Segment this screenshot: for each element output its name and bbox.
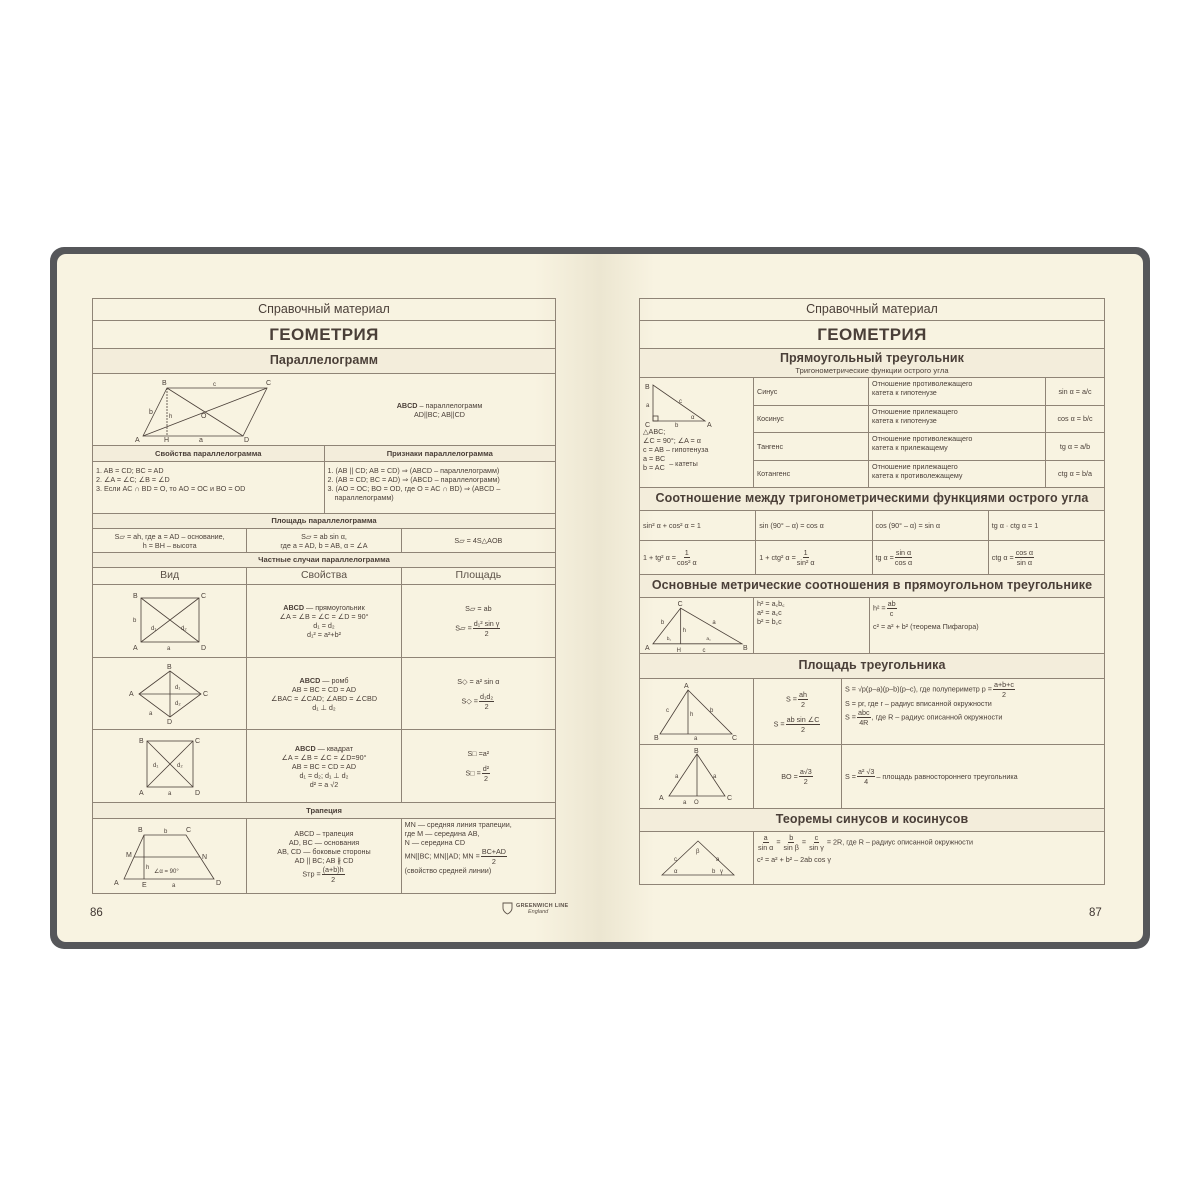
svg-text:h: h [145,865,149,871]
area-formula-3: S▱ = 4S△AOB [454,536,503,545]
svg-text:H: H [163,436,169,444]
svg-text:B: B [166,663,172,671]
svg-text:a: a [198,436,203,444]
equilateral-area: S = $\frac{\text{a² √3}}{4}$ – площадь равностороннего треугольника [845,767,1018,786]
square-area: S□ =a² S□ = $\frac{\text{d²}}{2}$ [465,749,490,783]
svg-text:a: a [712,773,716,780]
square-row [93,730,555,803]
rhombus-row [93,658,555,730]
area-header: Площадь параллелограмма [93,514,555,528]
svg-text:a: a [167,791,171,797]
section-title-metric: Основные метрические соотношения в прямоугольном треугольнике [640,575,1104,597]
svg-text:c: c [702,647,706,652]
col-view: Вид [93,568,247,584]
relation-5: 1 + tg² α = $\frac{1}{\text{cos² α}}$ [640,541,756,574]
trig-formula: sin α = a/c [1058,386,1092,396]
area-triangle-figure [640,679,754,744]
trapezoid-diagram [110,823,230,889]
trig-name: Синус [754,378,869,405]
svg-text:d₂: d₂ [176,763,183,769]
svg-text:C: C [200,593,206,600]
rectangle-area: S▱ = ab S▱ = $\frac{\text{d₁² sin γ}}{2}$ [455,604,500,638]
svg-text:A: A [644,644,650,652]
rhombus-diagram [125,663,215,725]
svg-text:A: A [707,422,712,427]
svg-text:h: h [168,413,172,420]
svg-text:b: b [711,869,715,875]
svg-text:D: D [215,880,221,887]
svg-text:a: a [166,646,170,652]
left-reference-table [92,298,556,894]
trig-desc: Отношение противолежащего катета к гипотенузе [869,378,1046,405]
trapezoid-figure [93,819,247,893]
svg-text:a: a [148,710,152,717]
notebook-spread [50,247,1150,949]
area-formula-2: S▱ = ab sin α, где a = AD, b = AB, α = ∠A [247,529,401,552]
trapezoid-properties: ABCD – трапеция AD, BC — основания AB, CD — боковые стороны AD || BC; AB ∦ CD Sтр = $\frac{(a+b)h}{2}$ [247,819,401,893]
svg-text:C: C [645,422,651,427]
svg-text:d₁: d₁ [150,626,157,632]
parallelogram-figure [93,374,324,445]
relation-3: cos (90° – α) = sin α [873,511,989,540]
trapezoid-midline: MN — средняя линия трапеции, где M — середина AB, N — середина CD MN||BC; MN||AD; MN = $\frac{BC+AD}{2}$ (свойство средней линии) [404,820,512,875]
trig-name: Косинус [754,406,869,433]
section-title-sines-cosines: Теоремы синусов и косинусов [640,809,1104,831]
svg-text:B: B [693,747,699,755]
area-formula-1: S▱ = ah, где a = AD – основание, h = BH – высота [93,529,247,552]
sines-figure [640,832,754,884]
area-formulas-basic: S = $\frac{ah}{2}$ S = $\frac{\text{ab sin ∠C}}{2}$ [754,679,842,744]
section-title-right-triangle: Прямоугольный треугольник Тригонометрические функции острого угла [640,349,1104,377]
sines-theorem: $\frac{a}{\text{sin α}}$ = $\frac{b}{\text{sin β}}$ = $\frac{c}{\text{sin γ}}$ = 2R, где R – радиус описанной окружности c² = a² + b² – 2ab cos γ [757,833,974,864]
props-list: 1. AB = CD; BC = AD 2. ∠A = ∠C; ∠B = ∠D 3. Если AC ∩ BD = O, то AO = OC и BO = OD [93,462,325,513]
square-diagram [125,735,215,797]
col-properties: Свойства [247,568,401,584]
relation-7: tg α = $\frac{\text{sin α}}{\text{cos α}}$ [873,541,989,574]
svg-text:a: a [646,403,650,409]
page-number-right: 87 [1089,907,1102,919]
rhombus-figure [93,658,247,729]
svg-text:C: C [726,794,732,802]
relation-8: ctg α = $\frac{\text{cos α}}{\text{sin α}}$ [991,548,1034,567]
trig-table [754,378,1104,487]
svg-text:h: h [689,711,693,718]
svg-text:E: E [141,882,147,889]
svg-text:A: A [134,436,140,444]
trig-name: Тангенс [754,433,869,460]
relation-6: 1 + ctg² α = $\frac{1}{\text{sin² α}}$ [756,541,872,574]
page-header: Справочный материал [806,301,938,316]
trig-desc: Отношение прилежащего катета к противолежащему [869,461,1046,488]
svg-text:A: A [683,682,689,690]
svg-text:b: b [148,408,153,416]
trig-desc: Отношение прилежащего катета к гипотенузе [869,406,1046,433]
svg-text:C: C [194,738,200,745]
svg-text:β: β [695,849,699,855]
svg-text:B: B [138,738,144,745]
svg-text:C: C [677,600,683,608]
trig-formula: ctg α = b/a [1058,469,1092,479]
rhombus-properties: ABCD — ромб AB = BC = CD = AD ∠BAC = ∠CAD; ∠ABD = ∠CBD d₁ ⊥ d₂ [247,658,401,729]
svg-text:A: A [658,794,664,802]
col-area: Площадь [455,569,502,582]
section-title-parallelogram: Параллелограмм [93,349,555,373]
svg-text:a: a [674,773,678,780]
svg-text:H: H [676,647,681,652]
trapezoid-header: Трапеция [93,803,555,818]
right-page [600,254,1143,942]
page-title: ГЕОМЕТРИЯ [817,324,927,344]
svg-text:B: B [653,734,659,742]
signs-header: Признаки параллелограмма [325,446,556,461]
parallelogram-diagram [129,376,289,444]
square-figure [93,730,247,802]
svg-text:B: B [645,384,650,391]
relation-4: tg α · ctg α = 1 [991,521,1039,530]
parallelogram-definition: ABCD – параллелограмм AD||BC; AB||CD [396,400,483,419]
svg-text:N: N [201,854,207,861]
rectangle-row [93,585,555,658]
page-header: Справочный материал [258,301,390,316]
svg-text:C: C [202,690,208,698]
svg-text:D: D [194,790,200,797]
svg-text:c: c [665,707,669,714]
rectangle-properties: ABCD — прямоугольник ∠A = ∠B = ∠C = ∠D = 90° d₁ = d₂ d₁² = a²+b² [247,585,401,657]
trig-desc: Отношение противолежащего катета к прилежащему [869,433,1046,460]
svg-text:A: A [128,690,134,698]
relation-1: sin² α + cos² α = 1 [640,511,756,540]
rectangle-diagram [125,590,215,652]
svg-text:γ: γ [719,869,723,875]
svg-text:A: A [132,645,138,652]
trig-name: Котангенс [754,461,869,488]
svg-text:D: D [166,718,172,725]
svg-text:D: D [200,645,206,652]
svg-text:d₂: d₂ [180,626,187,632]
left-page [57,254,600,942]
svg-text:b: b [709,707,713,714]
trig-formula: tg α = a/b [1059,441,1091,451]
page-title: ГЕОМЕТРИЯ [269,324,379,344]
relation-2: sin (90° – α) = cos α [756,511,872,540]
svg-text:B: B [161,379,167,387]
svg-text:b: b [660,619,665,626]
trapezoid-row [93,819,555,893]
equilateral-triangle-diagram [657,748,737,806]
metric-formulas: h² = $\frac{ab}{c}$ c² = a² + b² (теорема Пифагора) [873,599,979,631]
svg-text:A: A [113,880,119,887]
svg-text:B: B [137,827,143,834]
svg-text:b: b [132,618,136,624]
special-header: Частные случаи параллелограмма [93,553,555,567]
svg-text:h: h [682,627,686,634]
svg-text:C: C [731,734,737,742]
svg-text:O: O [693,799,699,806]
section-title-triangle-area: Площадь треугольника [640,654,1104,678]
svg-text:C: C [265,379,271,387]
svg-text:b꜀: b꜀ [666,636,672,642]
sines-triangle-diagram [654,835,740,881]
brand-logo: GREENWICH LINE England [502,902,568,915]
metric-list: h² = a꜀b꜀ a² = a꜀c b² = b꜀c [754,598,870,653]
equilateral-height: BO = $\frac{a√3}{2}$ [754,745,842,808]
svg-text:a: a [682,799,686,806]
svg-text:c: c [679,399,682,405]
svg-text:A: A [138,790,144,797]
svg-text:M: M [125,852,132,859]
rhombus-area: S◇ = a² sin α S◇ = $\frac{\text{d₁d₂}}{2}$ [457,676,500,711]
svg-text:a꜀: a꜀ [706,636,711,642]
right-triangle-diagram [643,381,717,427]
svg-text:d₁: d₁ [174,684,181,691]
svg-text:c: c [673,857,677,863]
svg-text:a: a [693,735,697,742]
svg-text:b: b [675,423,679,427]
svg-text:α: α [673,869,677,875]
svg-text:O: O [200,412,206,420]
svg-text:∠α = 90°: ∠α = 90° [153,869,179,875]
page-number-left: 86 [90,907,103,919]
svg-text:b: b [163,829,167,835]
svg-text:a: a [712,619,716,626]
svg-text:d₂: d₂ [174,700,181,707]
props-header: Свойства параллелограмма [93,446,325,461]
section-title-trig-relations: Соотношение между тригонометрическими функциями острого угла [640,488,1104,510]
svg-text:c: c [212,381,216,388]
metric-figure [640,598,754,653]
svg-text:a: a [171,883,175,889]
svg-text:α: α [691,415,695,421]
right-reference-table [639,298,1105,885]
shield-icon [502,902,513,915]
svg-text:d₁: d₁ [152,763,159,769]
svg-text:a: a [715,857,719,863]
metric-triangle-diagram [643,600,750,652]
area-triangle-diagram [654,682,740,742]
svg-text:B: B [743,644,748,652]
equilateral-figure [640,745,754,808]
svg-text:C: C [185,827,191,834]
area-formulas-extended: S = √p(p–a)(p–b)(p–c), где полупериметр p = $\frac{a+b+c}{2}$ S = pr, где r – радиус вписанной окружности S = abc 4R , где R – радиус описанной окружности [845,680,1014,727]
svg-text:D: D [243,436,249,444]
rectangle-figure [93,585,247,657]
square-properties: ABCD — квадрат ∠A = ∠B = ∠C = ∠D=90° AB = BC = CD = AD d₁ = d₂; d₁ ⊥ d₂ d² = a √2 [247,730,401,802]
svg-text:B: B [132,593,138,600]
trig-formula: cos α = b/c [1057,414,1093,424]
right-triangle-figure: B C A a c b α △ABC; ∠C = 90°; ∠A = α c = AB – гипотенуза a = BC b = AC – катеты [640,378,754,487]
signs-list: 1. (AB || CD; AB = CD) ⇒ (ABCD – параллелограмм) 2. (AB = CD; BC = AD) ⇒ (ABCD – параллелограмм) 3. (AO = OC; BO = OD, где O = AC ∩ BD) ⇒ (ABCD – параллелограмм) [327,466,501,502]
